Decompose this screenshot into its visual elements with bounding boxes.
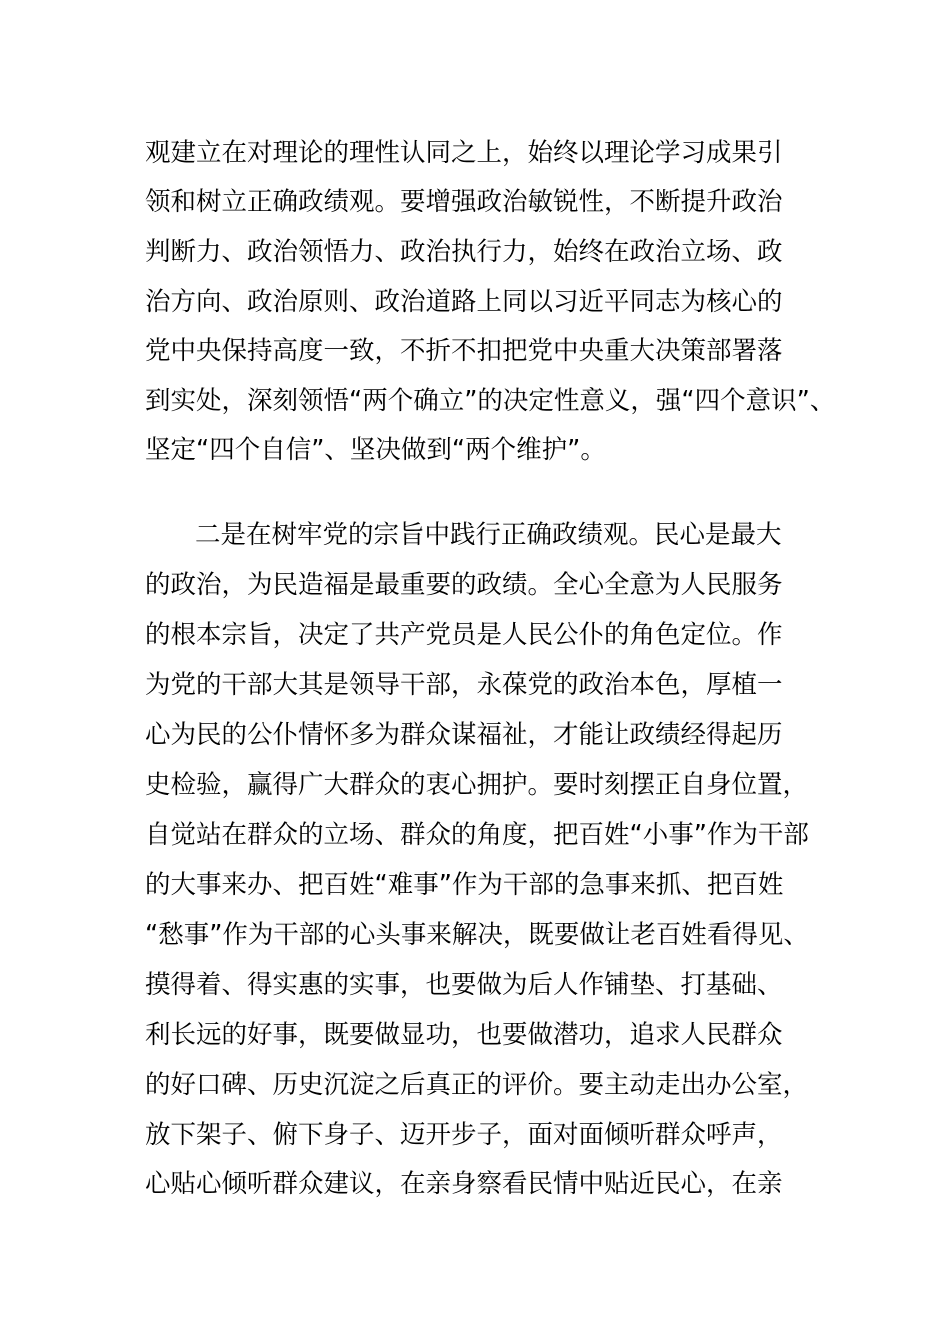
text-line: 党中央保持高度一致，不折不扣把党中央重大决策部署落 xyxy=(145,336,783,366)
text-line: 心为民的公仆情怀多为群众谋福祉，才能让政绩经得起历 xyxy=(145,720,783,750)
text-line: 的政治，为民造福是最重要的政绩。全心全意为人民服务 xyxy=(145,570,783,600)
text-line: 为党的干部大其是领导干部，永葆党的政治本色，厚植一 xyxy=(145,670,783,700)
text-line: 观建立在对理论的理性认同之上，始终以理论学习成果引 xyxy=(145,138,783,168)
text-line: 利长远的好事，既要做显功，也要做潜功，追求人民群众 xyxy=(145,1020,783,1050)
text-line: 自觉站在群众的立场、群众的角度，把百姓“小事”作为干部 xyxy=(145,820,809,850)
text-line: 的大事来办、把百姓“难事”作为干部的急事来抓、把百姓 xyxy=(145,870,784,900)
text-line: 摸得着、得实惠的实事，也要做为后人作铺垫、打基础、 xyxy=(145,970,783,1000)
text-line: 坚定“四个自信”、坚决做到“两个维护”。 xyxy=(145,435,606,465)
text-line: 的根本宗旨，决定了共产党员是人民公仆的角色定位。作 xyxy=(145,620,783,650)
text-line: 的好口碑、历史沉淀之后真正的评价。要主动走出办公室， xyxy=(145,1070,809,1100)
text-line: 到实处，深刻领悟“两个确立”的决定性意义，强“四个意识”、 xyxy=(145,386,836,416)
text-line: 心贴心倾听群众建议，在亲身察看民情中贴近民心，在亲 xyxy=(145,1169,783,1199)
text-line: 治方向、政治原则、政治道路上同以习近平同志为核心的 xyxy=(145,287,783,317)
text-line: 判断力、政治领悟力、政治执行力，始终在政治立场、政 xyxy=(145,237,783,267)
text-line: 放下架子、俯下身子、迈开步子，面对面倾听群众呼声， xyxy=(145,1120,783,1150)
text-line: “愁事”作为干部的心头事来解决，既要做让老百姓看得见、 xyxy=(145,920,809,950)
text-line: 领和树立正确政绩观。要增强政治敏锐性，不断提升政治 xyxy=(145,187,783,217)
text-line: 二是在树牢党的宗旨中践行正确政绩观。民心是最大 xyxy=(195,520,782,550)
text-line: 史检验，赢得广大群众的衷心拥护。要时刻摆正自身位置， xyxy=(145,770,809,800)
